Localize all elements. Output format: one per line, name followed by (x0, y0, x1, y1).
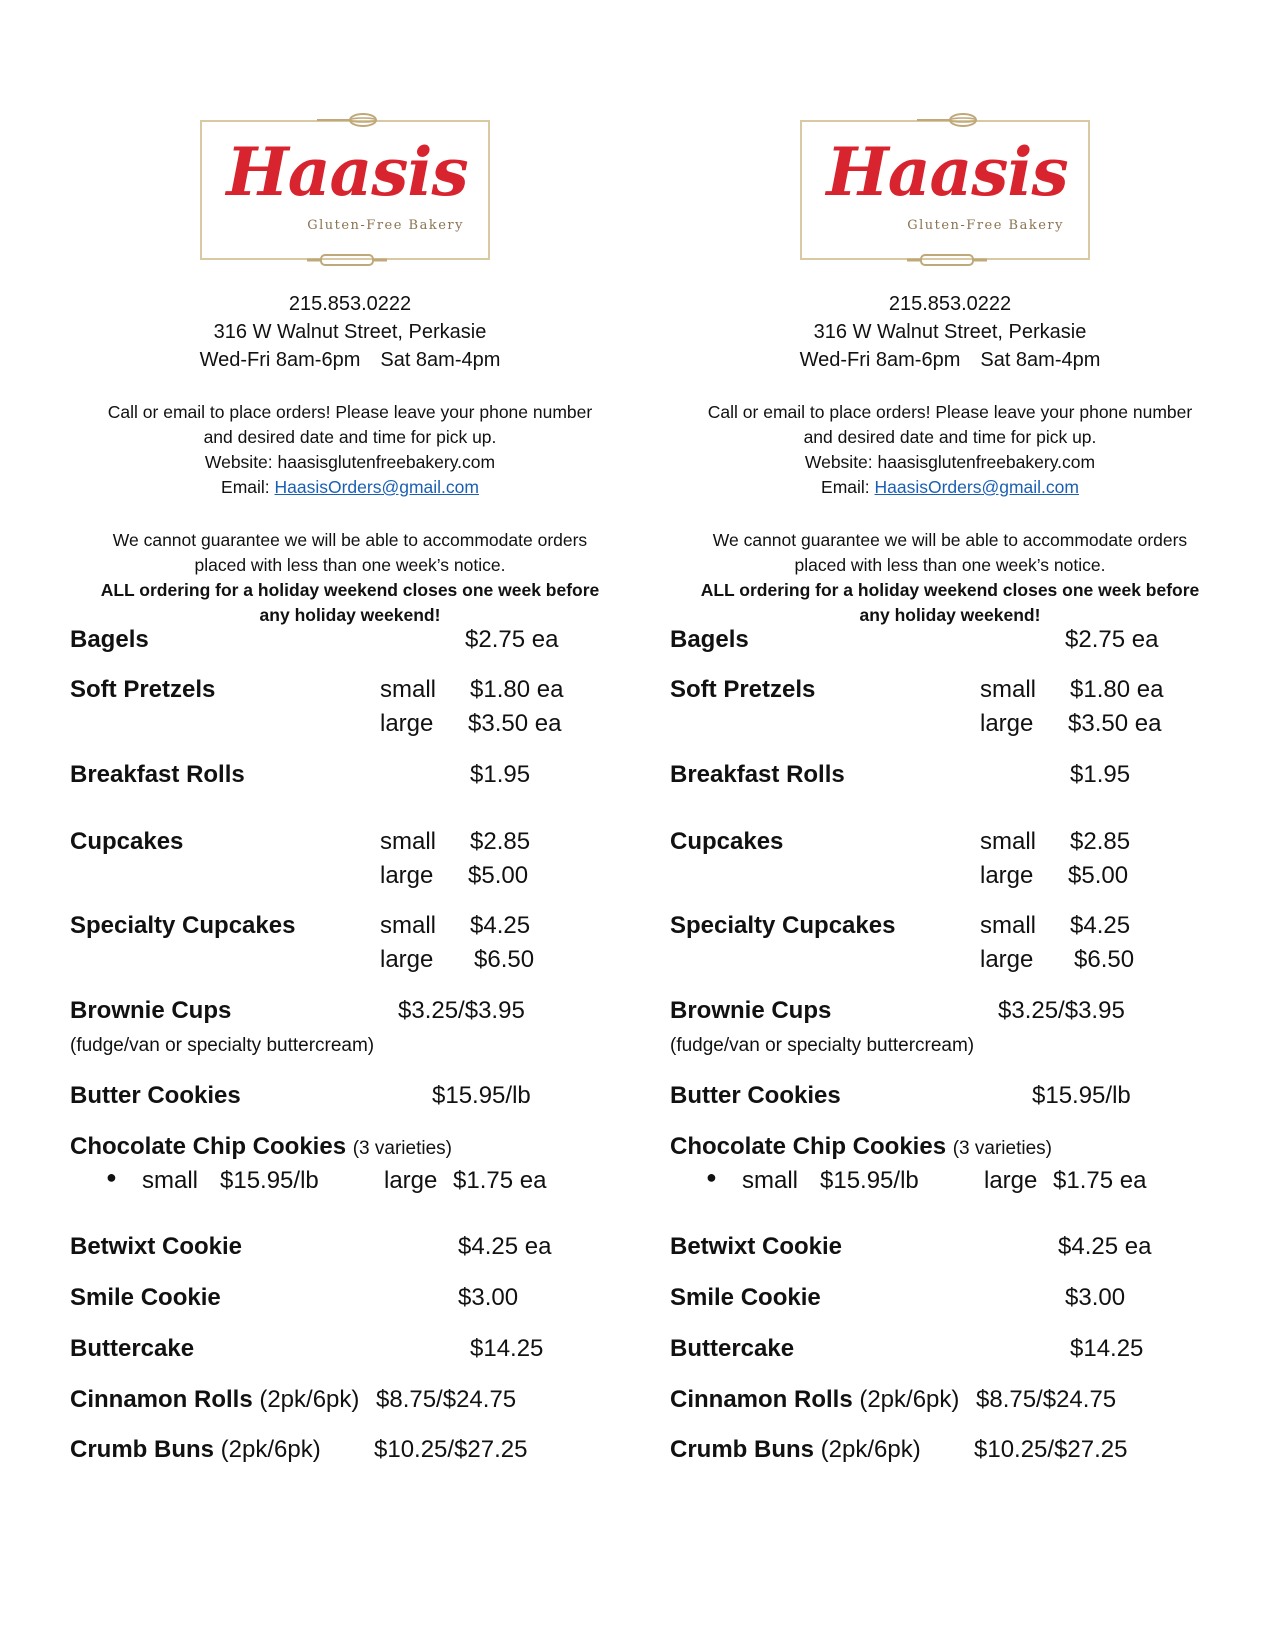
email-link[interactable]: HaasisOrders@gmail.com (874, 477, 1079, 497)
hours-weekday: Wed-Fri 8am-6pm (799, 349, 961, 371)
size-small: small (142, 1167, 199, 1194)
email-line (670, 475, 1230, 500)
size-small: small (980, 912, 1037, 939)
ordering-line-2: and desired date and time for pick up. (203, 427, 497, 447)
whisk-icon (317, 110, 377, 130)
bakery-logo (200, 120, 490, 260)
whisk-icon (917, 110, 977, 130)
logo-subtitle: Gluten-Free Bakery (307, 218, 464, 233)
size-small: small (380, 912, 437, 939)
menu-flyer-right: Haasis Gluten-Free Bakery 215.853.0222 316 W Walnut Street, Perkasie Wed-Fri 8am-6pm Sat 8am-4pm Call or email to place orders! Please leave your phone number and desired date and time for pick up. Website: haasisglutenfreebakery.com Email: HaasisOrders@gmail.com We cannot guarantee we will be able to accommodate orders placed with less than one week’s notice. ALL ordering for a holiday weekend closes one week before any holiday weekend! Bagels $2.75 ea Soft Pretzels small $1.80 ea large $3.50 ea Breakfast Rolls $1.95 Cupcakes small $2.85 large $5.00 Specialty Cupcakes small $4.25 large $6.50 Brownie Cups $3.25/$3.95 (fudge/van or specialty buttercream) Butter Cookies $15.95/lb Chocolate Chip Cookies (3 varieties) ● small $15.95/lb large $1.75 ea Betwixt Cookie $4.25 ea Smile Cookie $3.00 Buttercake $14.25 Cinnamon Rolls (2pk/6pk) $8.75/$24.75 Crumb Buns (2pk/6pk) $10.25/$27.25 (670, 0, 1230, 1650)
price: $3.00 (1065, 1284, 1126, 1311)
price: $1.95 (470, 761, 531, 788)
size-large: large (380, 710, 434, 737)
notice-bold-2: any holiday weekend! (859, 605, 1041, 625)
notice-line-1: We cannot guarantee we will be able to accommodate orders (712, 530, 1188, 550)
pack-note: (2pk/6pk) (220, 1436, 321, 1463)
website: Website: haasisglutenfreebakery.com (804, 452, 1096, 472)
price: $14.25 (1070, 1335, 1144, 1362)
price: $2.75 ea (465, 626, 559, 653)
size-small: small (380, 676, 437, 703)
price-small: $2.85 (470, 828, 531, 855)
size-large: large (380, 862, 434, 889)
price-large: $3.50 ea (468, 710, 562, 737)
price: $4.25 ea (1058, 1233, 1152, 1260)
phone-number: 215.853.0222 (288, 293, 412, 315)
email-link[interactable]: HaasisOrders@gmail.com (274, 477, 479, 497)
ordering-line-1: Call or email to place orders! Please leave your phone number (107, 402, 593, 422)
phone-number: 215.853.0222 (888, 293, 1012, 315)
contact-block (70, 290, 630, 374)
notice-bold-1: ALL ordering for a holiday weekend closes one week before (100, 580, 600, 600)
varieties-note: (3 varieties) (352, 1138, 452, 1159)
ordering-line-2: and desired date and time for pick up. (803, 427, 1097, 447)
price-large: $3.50 ea (1068, 710, 1162, 737)
email-line (70, 475, 630, 500)
price-small: $15.95/lb (220, 1167, 319, 1194)
bullet-icon: ● (106, 1167, 117, 1187)
pack-note: (2pk/6pk) (259, 1386, 360, 1413)
brownie-note: (fudge/van or specialty buttercream) (70, 1035, 375, 1056)
hours (70, 346, 630, 374)
size-large: large (984, 1167, 1038, 1194)
notice-block (70, 528, 630, 628)
ordering-line-1: Call or email to place orders! Please leave your phone number (707, 402, 1193, 422)
price-large: $5.00 (468, 862, 529, 889)
email-label: Email: (221, 477, 275, 497)
price: $3.00 (458, 1284, 519, 1311)
menu-flyer-left: Haasis Gluten-Free Bakery 215.853.0222 316 W Walnut Street, Perkasie Wed-Fri 8am-6pm Sat 8am-4pm Call or email to place orders! Please leave your phone number and desired date and time for pick up. Website: haasisglutenfreebakery.com Email: HaasisOrders@gmail.com We cannot guarantee we will be able to accommodate orders placed with less than one week’s notice. ALL ordering for a holiday weekend closes one week before any holiday weekend! Bagels $2.75 ea Soft Pretzels small $1.80 ea large $3.50 ea Breakfast Rolls $1.95 Cupcakes small $2.85 large $5.00 Specialty Cupcakes small $4.25 large $6.50 Brownie Cups $3.25/$3.95 (fudge/van or specialty buttercream) Butter Cookies $15.95/lb Chocolate Chip Cookies (3 varieties) ● small $15.95/lb large $1.75 ea Betwixt Cookie $4.25 ea Smile Cookie $3.00 Buttercake $14.25 Cinnamon Rolls (2pk/6pk) $8.75/$24.75 Crumb Buns (2pk/6pk) $10.25/$27.25 (70, 0, 630, 1650)
bakery-logo (800, 120, 1090, 260)
website: Website: haasisglutenfreebakery.com (204, 452, 496, 472)
price: $1.95 (1070, 761, 1131, 788)
ordering-block (670, 400, 1230, 500)
size-large: large (980, 946, 1034, 973)
bullet-icon: ● (706, 1167, 717, 1187)
size-small: small (980, 676, 1037, 703)
brownie-note: (fudge/van or specialty buttercream) (670, 1035, 975, 1056)
price: $3.25/$3.95 (998, 997, 1125, 1024)
price: $3.25/$3.95 (398, 997, 525, 1024)
size-large: large (380, 946, 434, 973)
hours-weekday: Wed-Fri 8am-6pm (199, 349, 361, 371)
size-small: small (742, 1167, 799, 1194)
price-large: $1.75 ea (453, 1167, 547, 1194)
size-small: small (380, 828, 437, 855)
pack-note: (2pk/6pk) (859, 1386, 960, 1413)
hours (670, 346, 1230, 374)
price: $8.75/$24.75 (976, 1386, 1117, 1413)
price-large: $6.50 (1074, 946, 1135, 973)
size-small: small (980, 828, 1037, 855)
size-large: large (384, 1167, 438, 1194)
price-small: $4.25 (470, 912, 531, 939)
rolling-pin-icon (307, 250, 387, 270)
notice-line-2: placed with less than one week’s notice. (194, 555, 506, 575)
notice-bold-2: any holiday weekend! (259, 605, 441, 625)
size-large: large (980, 862, 1034, 889)
contact-block (670, 290, 1230, 374)
price: $15.95/lb (432, 1082, 531, 1109)
notice-bold-1: ALL ordering for a holiday weekend closes one week before (700, 580, 1200, 600)
address: 316 W Walnut Street, Perkasie (213, 321, 487, 343)
address: 316 W Walnut Street, Perkasie (813, 321, 1087, 343)
pack-note: (2pk/6pk) (820, 1436, 921, 1463)
price: $4.25 ea (458, 1233, 552, 1260)
price-small: $1.80 ea (470, 676, 564, 703)
notice-block (670, 528, 1230, 628)
price: $10.25/$27.25 (374, 1436, 528, 1463)
logo-subtitle: Gluten-Free Bakery (907, 218, 1064, 233)
price-small: $4.25 (1070, 912, 1131, 939)
price-large: $1.75 ea (1053, 1167, 1147, 1194)
ordering-block (70, 400, 630, 500)
size-large: large (980, 710, 1034, 737)
logo-script: Haasis (826, 133, 1068, 211)
hours-saturday: Sat 8am-4pm (380, 349, 501, 371)
price-large: $6.50 (474, 946, 535, 973)
notice-line-1: We cannot guarantee we will be able to accommodate orders (112, 530, 588, 550)
price-small: $2.85 (1070, 828, 1131, 855)
price: $2.75 ea (1065, 626, 1159, 653)
rolling-pin-icon (907, 250, 987, 270)
price: $15.95/lb (1032, 1082, 1131, 1109)
hours-saturday: Sat 8am-4pm (980, 349, 1101, 371)
price: $8.75/$24.75 (376, 1386, 517, 1413)
price: $10.25/$27.25 (974, 1436, 1128, 1463)
price-large: $5.00 (1068, 862, 1129, 889)
price: $14.25 (470, 1335, 544, 1362)
price-small: $15.95/lb (820, 1167, 919, 1194)
varieties-note: (3 varieties) (952, 1138, 1052, 1159)
price-small: $1.80 ea (1070, 676, 1164, 703)
email-label: Email: (821, 477, 875, 497)
logo-script: Haasis (226, 133, 468, 211)
notice-line-2: placed with less than one week’s notice. (794, 555, 1106, 575)
